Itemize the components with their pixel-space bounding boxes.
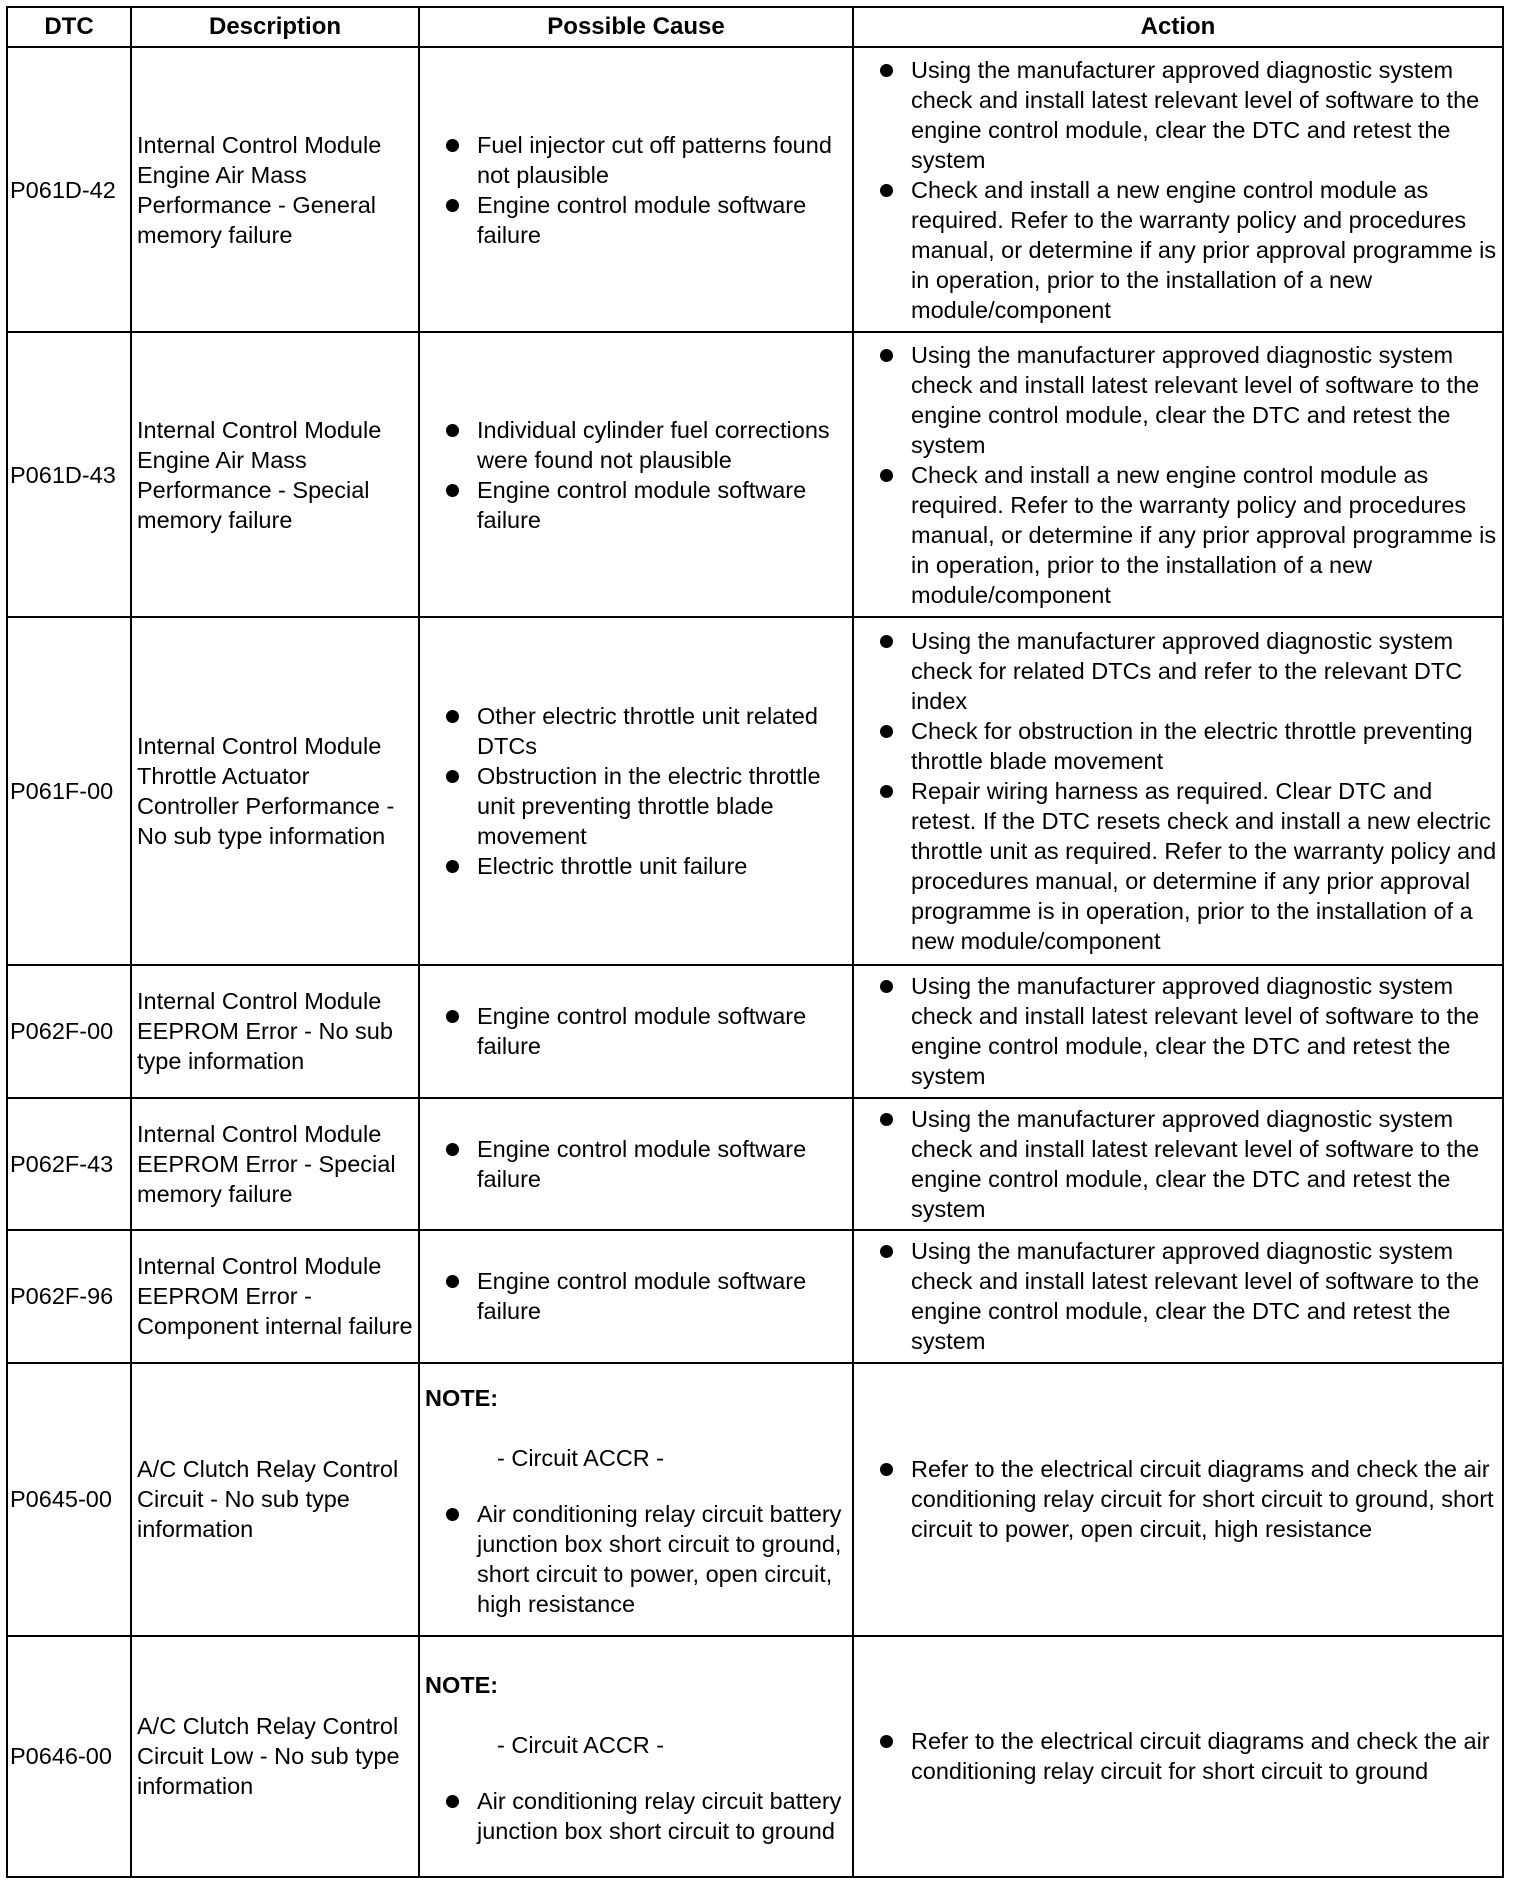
dtc-code: P0645-00	[7, 1363, 131, 1636]
cause-item: Air conditioning relay circuit battery junction box short circuit to ground, short circuit to power, open circuit, high resistance	[425, 1499, 847, 1619]
possible-cause-cell	[419, 1098, 853, 1231]
dtc-code: P061D-43	[7, 332, 131, 617]
cause-item: Engine control module software failure	[425, 1134, 847, 1194]
table-row	[7, 1098, 1503, 1231]
circuit-label: - Circuit ACCR -	[497, 1732, 665, 1759]
cause-item: Engine control module software failure	[425, 1001, 847, 1061]
bullet-icon	[880, 349, 893, 362]
dtc-code: P061F-00	[7, 617, 131, 965]
action-item: Check for obstruction in the electric throttle preventing throttle blade movement	[859, 716, 1497, 776]
action-item: Repair wiring harness as required. Clear DTC and retest. If the DTC resets check and install a new electric throttle unit as required. Refer to the warranty policy and procedures manual, or determine if any prior approval programme is in operation, prior to the installation of a new module/component	[859, 776, 1497, 956]
action-item: Using the manufacturer approved diagnostic system check for related DTCs and refer to the relevant DTC index	[859, 626, 1497, 716]
bullet-icon	[446, 1508, 459, 1521]
dtc-code: P0646-00	[7, 1636, 131, 1877]
bullet-icon	[880, 1735, 893, 1748]
bullet-icon	[446, 1010, 459, 1023]
action-cell	[853, 1363, 1503, 1636]
action-item: Using the manufacturer approved diagnostic system check and install latest relevant level of software to the engine control module, clear the DTC and retest the system	[859, 971, 1497, 1091]
dtc-code: P062F-00	[7, 965, 131, 1098]
action-item: Refer to the electrical circuit diagrams and check the air conditioning relay circuit for short circuit to ground	[859, 1726, 1497, 1786]
possible-cause-cell	[419, 47, 853, 332]
table-row	[7, 47, 1503, 332]
cause-item: Obstruction in the electric throttle unit preventing throttle blade movement	[425, 761, 847, 851]
header-row	[7, 7, 1503, 47]
bullet-icon	[446, 860, 459, 873]
dtc-description: Internal Control Module EEPROM Error - Special memory failure	[131, 1098, 419, 1231]
dtc-description: Internal Control Module Throttle Actuator Controller Performance - No sub type information	[131, 617, 419, 965]
cause-item: Other electric throttle unit related DTCs	[425, 701, 847, 761]
dtc-description: A/C Clutch Relay Control Circuit Low - No sub type information	[131, 1636, 419, 1877]
action-cell	[853, 332, 1503, 617]
header-action: Action	[853, 7, 1503, 47]
cause-item: Engine control module software failure	[425, 475, 847, 535]
header-description: Description	[131, 7, 419, 47]
action-cell	[853, 617, 1503, 965]
header-possible-cause: Possible Cause	[419, 7, 853, 47]
dtc-table	[6, 6, 1504, 1878]
bullet-icon	[446, 199, 459, 212]
header-dtc: DTC	[7, 7, 131, 47]
action-item: Using the manufacturer approved diagnostic system check and install latest relevant level of software to the engine control module, clear the DTC and retest the system	[859, 340, 1497, 460]
action-cell	[853, 965, 1503, 1098]
bullet-icon	[446, 710, 459, 723]
table-row	[7, 332, 1503, 617]
action-item: Using the manufacturer approved diagnostic system check and install latest relevant level of software to the engine control module, clear the DTC and retest the system	[859, 1104, 1497, 1224]
dtc-description: Internal Control Module EEPROM Error - No sub type information	[131, 965, 419, 1098]
possible-cause-cell	[419, 1230, 853, 1363]
action-item: Check and install a new engine control module as required. Refer to the warranty policy and procedures manual, or determine if any prior approval programme is in operation, prior to the installation of a new module/component	[859, 460, 1497, 610]
bullet-icon	[446, 424, 459, 437]
bullet-icon	[880, 1463, 893, 1476]
dtc-description: Internal Control Module EEPROM Error - Component internal failure	[131, 1230, 419, 1363]
bullet-icon	[446, 770, 459, 783]
action-cell	[853, 1230, 1503, 1363]
action-cell	[853, 1636, 1503, 1877]
table-row	[7, 1230, 1503, 1363]
dtc-code: P061D-42	[7, 47, 131, 332]
cause-item: Engine control module software failure	[425, 1266, 847, 1326]
bullet-icon	[446, 1143, 459, 1156]
cause-item: Electric throttle unit failure	[425, 851, 847, 881]
note-label: NOTE:	[425, 1672, 499, 1699]
cause-item: Engine control module software failure	[425, 190, 847, 250]
possible-cause-cell	[419, 1363, 853, 1636]
cause-item: Individual cylinder fuel corrections were found not plausible	[425, 415, 847, 475]
dtc-code: P062F-96	[7, 1230, 131, 1363]
table-row	[7, 1363, 1503, 1636]
cause-item: Air conditioning relay circuit battery junction box short circuit to ground	[425, 1786, 847, 1846]
circuit-label: - Circuit ACCR -	[497, 1445, 665, 1472]
action-cell	[853, 47, 1503, 332]
bullet-icon	[880, 1245, 893, 1258]
dtc-code: P062F-43	[7, 1098, 131, 1231]
bullet-icon	[446, 1275, 459, 1288]
bullet-icon	[880, 980, 893, 993]
possible-cause-cell	[419, 965, 853, 1098]
bullet-icon	[446, 1795, 459, 1808]
bullet-icon	[880, 184, 893, 197]
table-row	[7, 1636, 1503, 1877]
table-row	[7, 965, 1503, 1098]
action-item: Using the manufacturer approved diagnostic system check and install latest relevant level of software to the engine control module, clear the DTC and retest the system	[859, 55, 1497, 175]
note-label: NOTE:	[425, 1385, 499, 1412]
bullet-icon	[880, 635, 893, 648]
possible-cause-cell	[419, 617, 853, 965]
cause-item: Fuel injector cut off patterns found not plausible	[425, 130, 847, 190]
possible-cause-cell	[419, 1636, 853, 1877]
action-item: Refer to the electrical circuit diagrams and check the air conditioning relay circuit for short circuit to ground, short circuit to power, open circuit, high resistance	[859, 1454, 1497, 1544]
action-cell	[853, 1098, 1503, 1231]
action-item: Check and install a new engine control module as required. Refer to the warranty policy and procedures manual, or determine if any prior approval programme is in operation, prior to the installation of a new module/component	[859, 175, 1497, 325]
bullet-icon	[880, 469, 893, 482]
dtc-description: Internal Control Module Engine Air Mass Performance - General memory failure	[131, 47, 419, 332]
bullet-icon	[446, 139, 459, 152]
bullet-icon	[880, 725, 893, 738]
dtc-description: A/C Clutch Relay Control Circuit - No sub type information	[131, 1363, 419, 1636]
table-row	[7, 617, 1503, 965]
bullet-icon	[880, 1113, 893, 1126]
possible-cause-cell	[419, 332, 853, 617]
bullet-icon	[446, 484, 459, 497]
bullet-icon	[880, 64, 893, 77]
dtc-description: Internal Control Module Engine Air Mass Performance - Special memory failure	[131, 332, 419, 617]
bullet-icon	[880, 785, 893, 798]
action-item: Using the manufacturer approved diagnostic system check and install latest relevant level of software to the engine control module, clear the DTC and retest the system	[859, 1236, 1497, 1356]
